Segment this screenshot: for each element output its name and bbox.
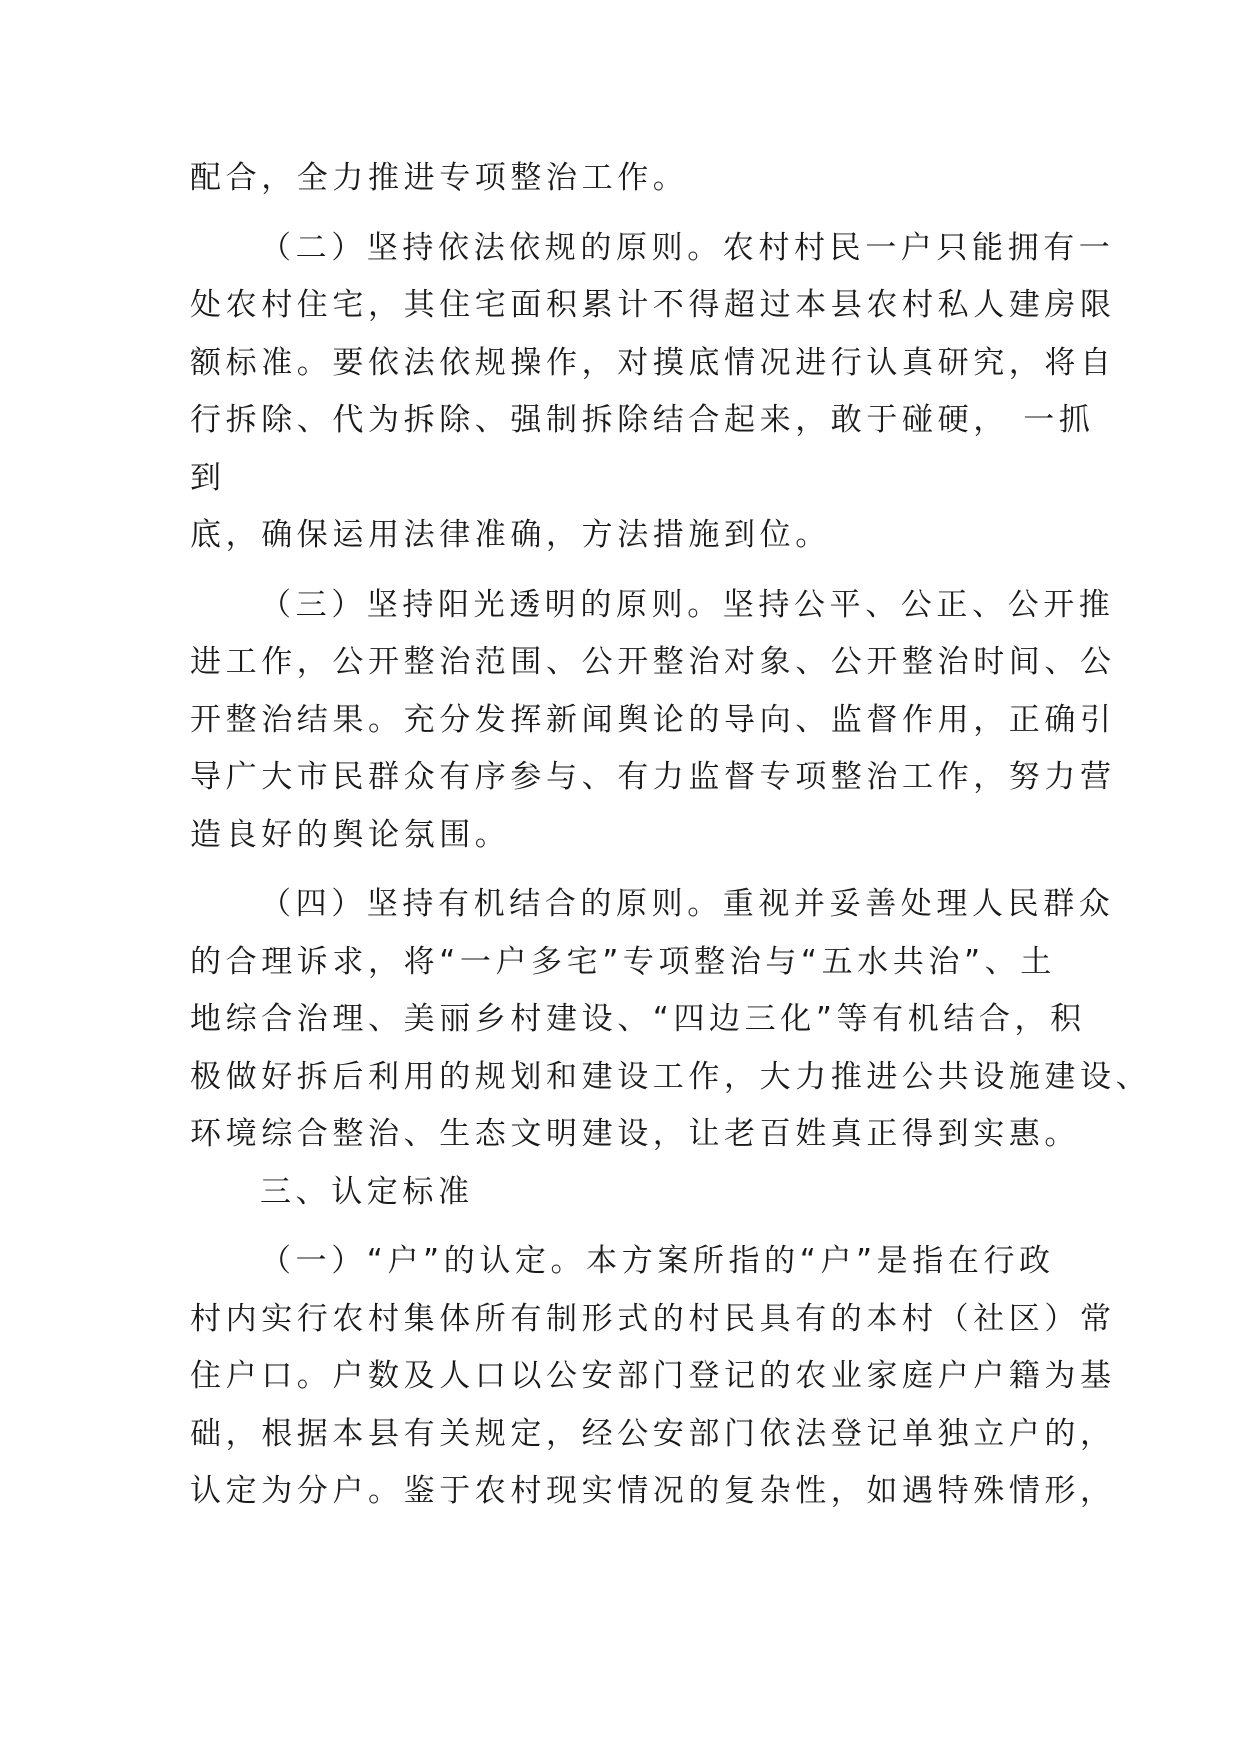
- text-line: 底，确保运用法律准确，方法措施到位。: [190, 517, 831, 553]
- text-line: （三）坚持阳光透明的原则。坚持公平、公正、公开推: [260, 586, 1115, 623]
- text-line: 处农村住宅，其住宅面积累计不得超过本县农村私人建房限: [190, 287, 1116, 323]
- text-line: 造良好的舆论氛围。: [190, 816, 511, 853]
- text-line: 地综合治理、美丽乡村建设、“四边三化”等有机结合，积: [190, 1001, 1086, 1037]
- text-line: 配合，全力推进专项整治工作。: [190, 160, 689, 196]
- paragraph-principle-3: [190, 577, 1116, 865]
- text-line: 额标准。要依法依规操作，对摸底情况进行认真研究，将自: [190, 344, 1116, 381]
- paragraph-principle-2: [190, 220, 1116, 565]
- text-line: 住户口。户数及人口以公安部门登记的农业家庭户户籍为基: [190, 1358, 1116, 1394]
- paragraph-continuation: [190, 150, 1070, 208]
- text-line: 础，根据本县有关规定，经公安部门依法登记单独立户的，: [190, 1415, 1116, 1452]
- section-title: 三、认定标准: [260, 1173, 474, 1210]
- text-line: 村内实行农村集体所有制形式的村民具有的本村（社区）常: [190, 1300, 1116, 1337]
- paragraph-principle-4: [190, 876, 1152, 1164]
- text-line: 进工作，公开整治范围、公开整治对象、公开整治时间、公: [190, 644, 1116, 680]
- text-line: 环境综合整治、生态文明建设，让老百姓真正得到实惠。: [190, 1116, 1080, 1152]
- text-line: 开整治结果。充分发挥新闻舆论的导向、监督作用，正确引: [190, 701, 1116, 738]
- text-line: 的合理诉求，将“一户多宅”专项整治与“五水共治”、土: [190, 943, 1056, 980]
- text-line: 行拆除、代为拆除、强制拆除结合起来，敢于碰硬， 一抓: [190, 402, 1095, 438]
- text-line: 极做好拆后利用的规划和建设工作，大力推进公共设施建设、: [190, 1058, 1152, 1095]
- text-line: 到: [190, 459, 226, 496]
- text-line: （四）坚持有机结合的原则。重视并妥善处理人民群众: [260, 886, 1115, 922]
- section-heading: [190, 1164, 1070, 1222]
- text-line: （一）“户”的认定。本方案所指的“户”是指在行政: [260, 1243, 1055, 1279]
- text-line: （二）坚持依法依规的原则。农村村民一户只能拥有一: [260, 229, 1115, 266]
- text-line: 导广大市民群众有序参与、有力监督专项整治工作，努力营: [190, 759, 1116, 795]
- paragraph-standard-1: [190, 1233, 1116, 1521]
- document-body: [190, 150, 1152, 1521]
- text-line: 认定为分户。鉴于农村现实情况的复杂性，如遇特殊情形，: [190, 1473, 1116, 1509]
